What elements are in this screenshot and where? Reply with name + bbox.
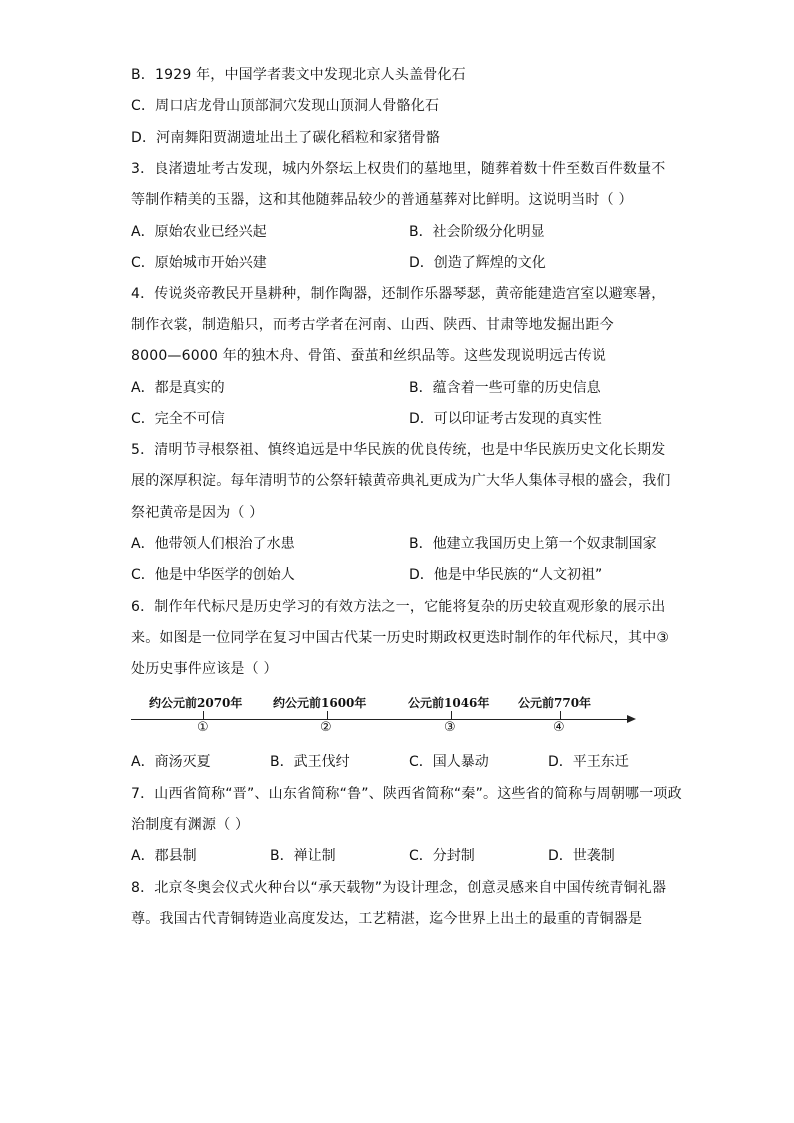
q6-option-a: A．商汤灭夏 xyxy=(131,754,211,770)
q4-option-b: B．蕴含着一些可靠的历史信息 xyxy=(409,380,601,396)
q4-stem-line3: 8000—6000 年的独木舟、骨笛、蚕茧和丝织品等。这些发现说明远古传说 xyxy=(131,348,607,364)
q7-option-c: C．分封制 xyxy=(409,848,475,864)
q7-option-d: D．世袭制 xyxy=(548,848,615,864)
q5-stem-line2: 展的深厚积淀。每年清明节的公祭轩辕黄帝典礼更成为广大华人集体寻根的盛会，我们 xyxy=(131,473,671,489)
q7-stem-line2: 治制度有渊源（ ） xyxy=(131,817,250,833)
timeline-tick-2 xyxy=(327,711,328,719)
q7-option-a: A．郡县制 xyxy=(131,848,197,864)
q4-option-a: A．都是真实的 xyxy=(131,380,225,396)
timeline-tick-4 xyxy=(560,711,561,719)
q5-option-b: B．他建立我国历史上第一个奴隶制国家 xyxy=(409,536,657,552)
q4-option-d: D．可以印证考古发现的真实性 xyxy=(409,411,602,427)
q4-option-c: C．完全不可信 xyxy=(131,411,225,427)
q2-option-c: C．周口店龙骨山顶部洞穴发现山顶洞人骨骼化石 xyxy=(131,98,440,114)
timeline-tick-1 xyxy=(203,711,204,719)
timeline-year-4: 公元前770年 xyxy=(518,696,592,710)
q6-option-c: C．国人暴动 xyxy=(409,754,489,770)
timeline-mark-2: ② xyxy=(320,720,332,735)
q6-stem-line2: 来。如图是一位同学在复习中国古代某一历史时期政权更迭时制作的年代标尺，其中③ xyxy=(131,630,670,646)
q6-option-d: D．平王东迁 xyxy=(548,754,629,770)
q3-stem-line2: 等制作精美的玉器，这和其他随葬品较少的普通墓葬对比鲜明。这说明当时（ ） xyxy=(131,192,633,208)
timeline-arrow-icon xyxy=(627,715,636,723)
q2-option-d: D．河南舞阳贾湖遗址出土了碳化稻粒和家猪骨骼 xyxy=(131,130,441,146)
q6-stem-line1: 6．制作年代标尺是历史学习的有效方法之一，它能将复杂的历史较直观形象的展示出 xyxy=(131,599,666,615)
timeline-tick-3 xyxy=(451,711,452,719)
timeline-year-1: 约公元前2070年 xyxy=(149,696,243,710)
q6-stem-line3: 处历史事件应该是（ ） xyxy=(131,661,278,677)
timeline-mark-4: ④ xyxy=(553,720,565,735)
q3-option-d: D．创造了辉煌的文化 xyxy=(409,255,546,271)
q7-option-b: B．禅让制 xyxy=(270,848,336,864)
q5-option-c: C．他是中华医学的创始人 xyxy=(131,567,295,583)
q3-option-c: C．原始城市开始兴建 xyxy=(131,255,267,271)
timeline-mark-1: ① xyxy=(197,720,209,735)
q5-stem-line3: 祭祀黄帝是因为（ ） xyxy=(131,505,264,521)
q6-option-b: B．武王伐纣 xyxy=(270,754,350,770)
q5-option-d: D．他是中华民族的“人文初祖” xyxy=(409,567,603,583)
q7-stem-line1: 7．山西省简称“晋”、山东省简称“鲁”、陕西省简称“秦”。这些省的简称与周朝哪一项政 xyxy=(131,786,682,802)
timeline-year-2: 约公元前1600年 xyxy=(273,696,367,710)
q8-stem-line2: 尊。我国古代青铜铸造业高度发达，工艺精湛，迄今世界上出土的最重的青铜器是 xyxy=(131,911,643,927)
q5-stem-line1: 5．清明节寻根祭祖、慎终追远是中华民族的优良传统，也是中华民族历史文化长期发 xyxy=(131,442,666,458)
q2-option-b: B．1929 年，中国学者裴文中发现北京人头盖骨化石 xyxy=(131,67,466,83)
q4-stem-line2: 制作衣裳，制造船只，而考古学者在河南、山西、陕西、甘肃等地发掘出距今 xyxy=(131,317,614,333)
q5-option-a: A．他带领人们根治了水患 xyxy=(131,536,295,552)
q8-stem-line1: 8．北京冬奥会仪式火种台以“承天载物”为设计理念，创意灵感来自中国传统青铜礼器 xyxy=(131,880,667,896)
q3-option-a: A．原始农业已经兴起 xyxy=(131,224,267,240)
timeline-mark-3: ③ xyxy=(444,720,456,735)
q4-stem-line1: 4．传说炎帝教民开垦耕种，制作陶器，还制作乐器琴瑟，黄帝能建造宫室以避寒暑， xyxy=(131,286,666,302)
timeline-figure xyxy=(131,688,651,738)
q3-option-b: B．社会阶级分化明显 xyxy=(409,224,545,240)
timeline-year-3: 公元前1046年 xyxy=(408,696,490,710)
q3-stem-line1: 3．良渚遗址考古发现，城内外祭坛上权贵们的墓地里，随葬着数十件至数百件数量不 xyxy=(131,161,666,177)
